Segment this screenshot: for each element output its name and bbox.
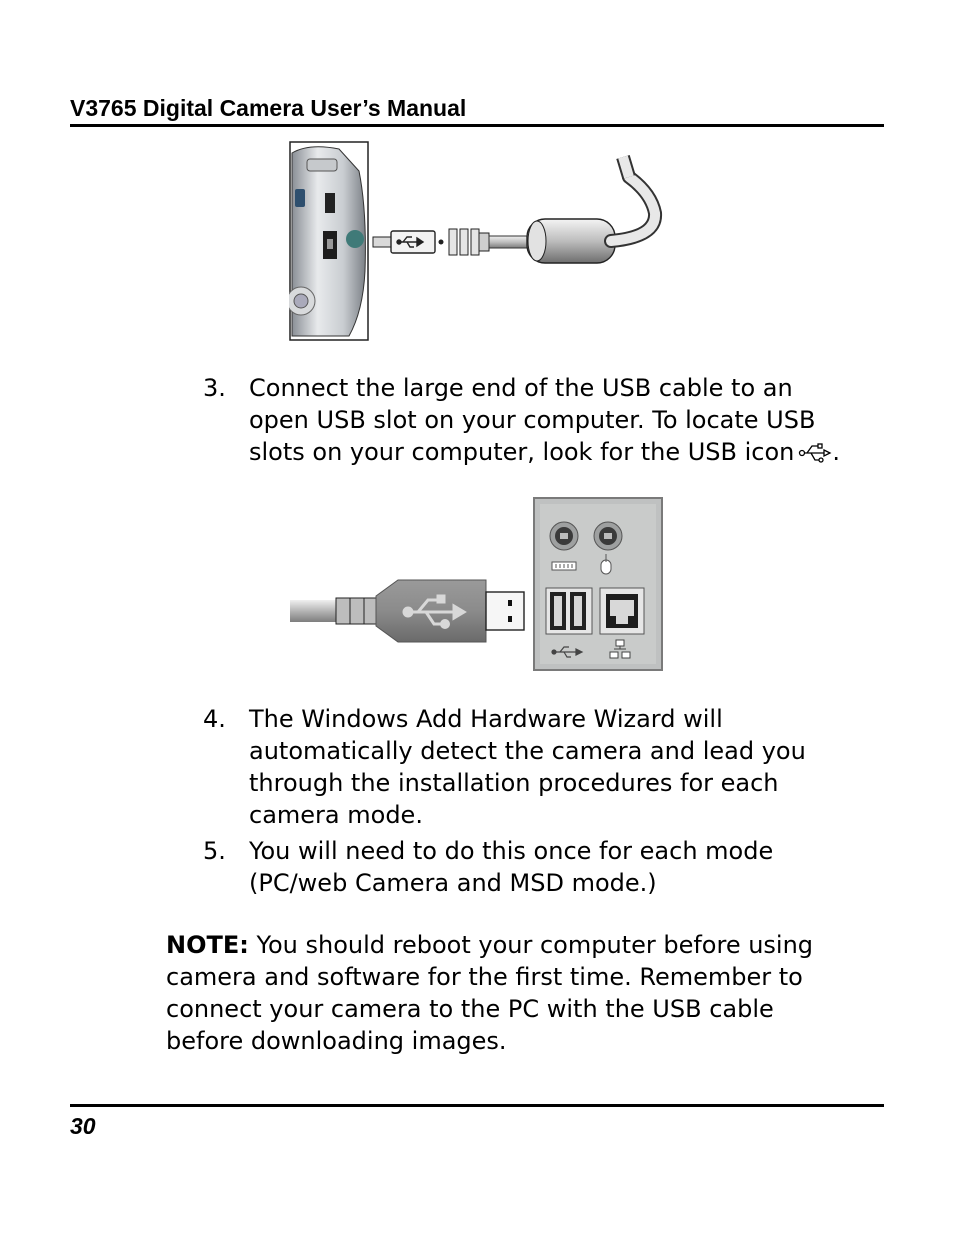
- step-text: You will need to do this once for each mode (PC/web Camera and MSD mode.): [249, 837, 774, 897]
- keyboard-port: [550, 522, 578, 550]
- camera-usb-cable-illustration: [289, 141, 669, 343]
- note-paragraph: [166, 929, 866, 1057]
- step-3: [203, 372, 883, 468]
- manual-title: V3765 Digital Camera User’s Manual: [70, 95, 467, 121]
- header-rule: [70, 124, 884, 127]
- step-number: 3.: [203, 374, 226, 402]
- step-text: Connect the large end of the USB cable to an open USB slot on your computer. To locate USB slots on your computer, look for the USB icon: [249, 374, 816, 466]
- step-suffix: .: [832, 438, 841, 466]
- footer-rule: [70, 1104, 884, 1107]
- step-4: [203, 703, 883, 831]
- page-number: 30: [70, 1113, 96, 1139]
- usb-icon: [798, 442, 832, 464]
- step-5: [203, 835, 883, 899]
- step-text: The Windows Add Hardware Wizard will automatically detect the camera and lead you through the installation procedures for each camera mode.: [249, 705, 806, 829]
- step-number: 4.: [203, 705, 226, 733]
- mouse-port: [594, 522, 622, 550]
- note-label: NOTE:: [166, 931, 249, 959]
- computer-usb-port-illustration: [288, 496, 666, 672]
- keyboard-icon: [552, 562, 576, 570]
- note-text: You should reboot your computer before using camera and software for the first time. Remember to connect your camera to the PC with the USB cable before downloading images.: [166, 931, 814, 1055]
- step-number: 5.: [203, 837, 226, 865]
